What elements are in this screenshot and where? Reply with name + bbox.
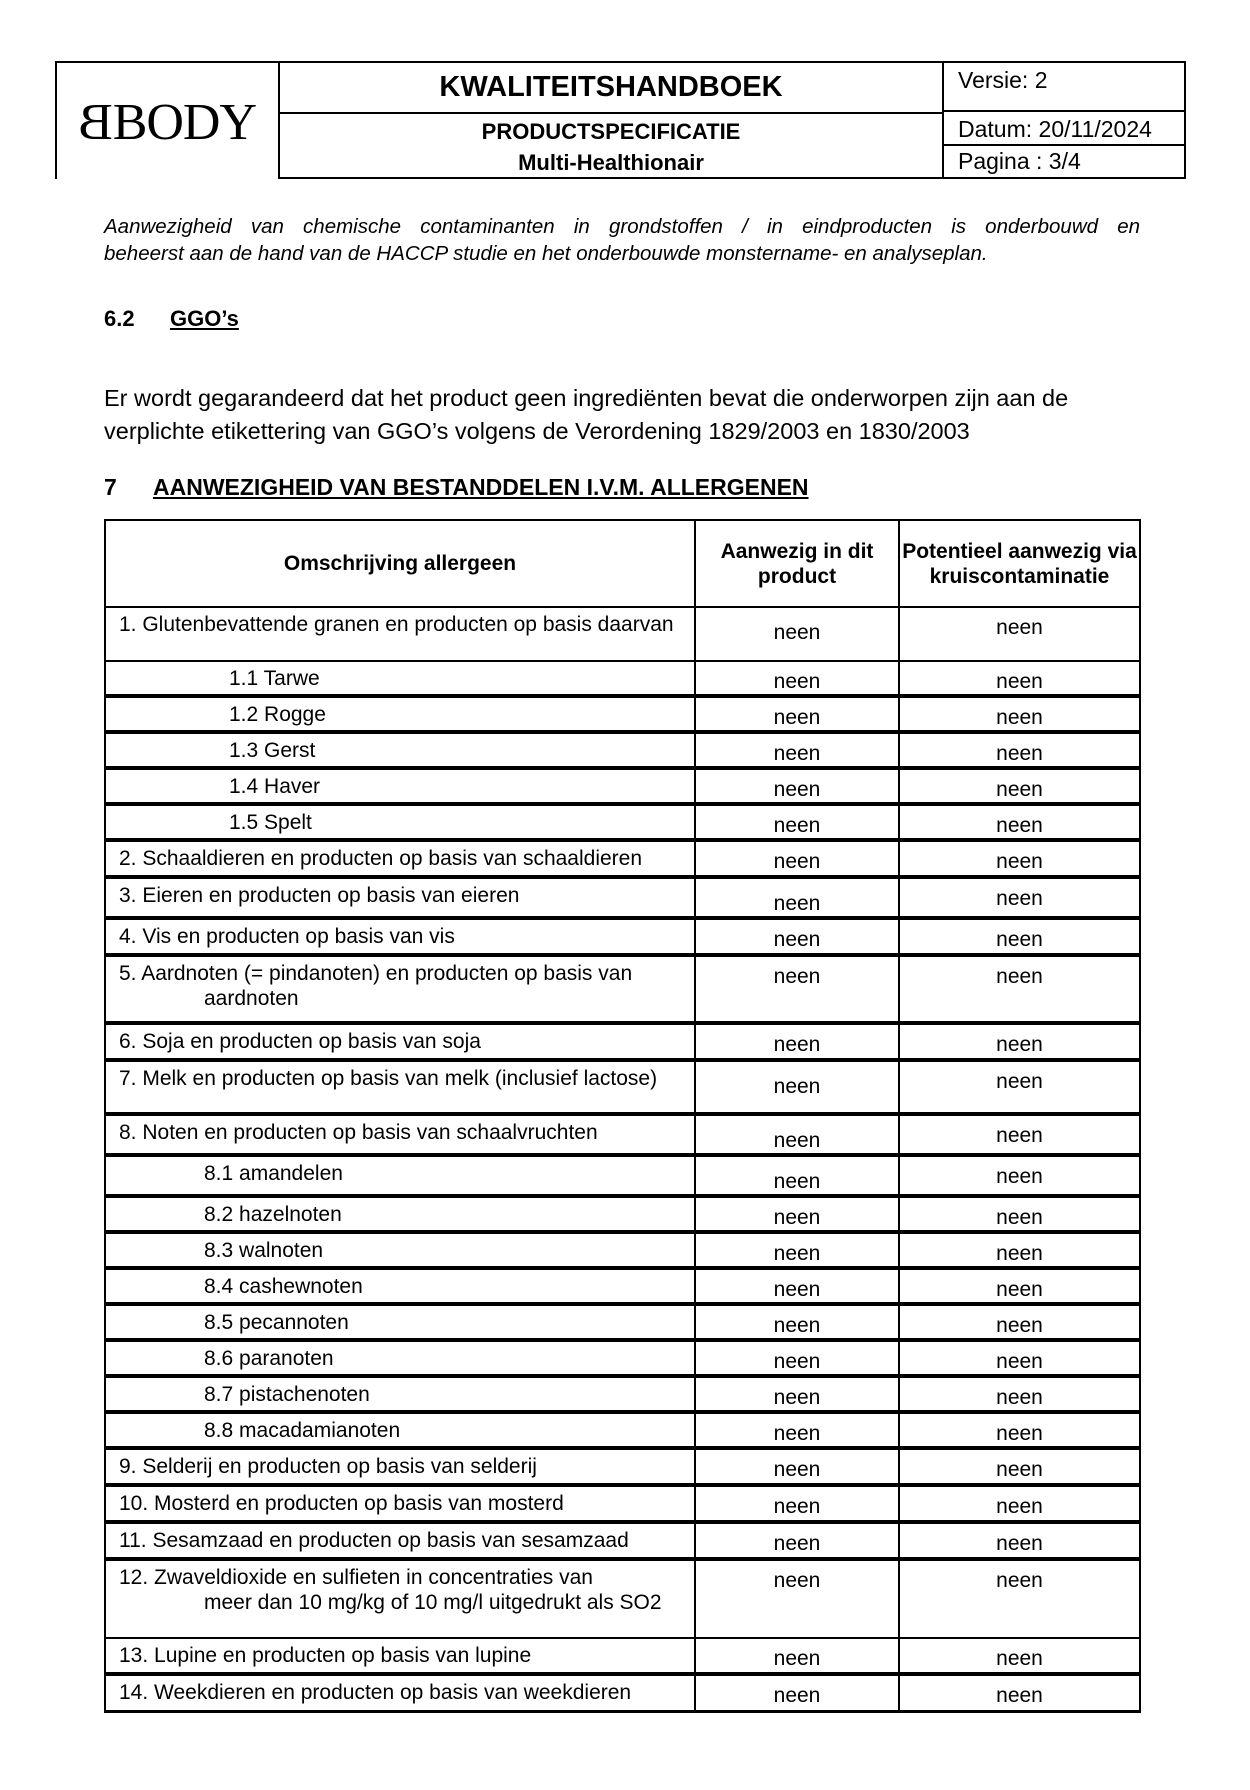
row-present: neen [695,1340,899,1376]
row-cross: neen [899,607,1140,661]
row-present: neen [695,1412,899,1448]
table-row [105,1559,1140,1638]
row-cross: neen [899,732,1140,768]
row-cross: neen [899,1060,1140,1114]
header-present: Aanwezig in dit product [695,520,899,607]
table-row [105,1485,1140,1522]
section-number: 7 [104,474,117,500]
row-description: 8.5 pecannoten [105,1304,695,1340]
table-row [105,661,1140,696]
row-present: neen [695,1060,899,1114]
row-cross: neen [899,661,1140,696]
intro-line-1: Aanwezigheid van chemische contaminanten in grondstoffen / in eindproducten is onderbouwd en [104,215,1140,238]
row-description: 1.5 Spelt [105,804,695,840]
row-cross: neen [899,696,1140,732]
table-row [105,1023,1140,1060]
table-row [105,1448,1140,1485]
row-description: 1.2 Rogge [105,696,695,732]
section-title: GGO’s [170,306,239,331]
row-description: 11. Sesamzaad en producten op basis van sesamzaad [105,1522,695,1559]
row-description: 1.3 Gerst [105,732,695,768]
row-description-line-1: 12. Zwaveldioxide en sulfieten in concentraties van [119,1566,593,1589]
row-description: 8.2 hazelnoten [105,1196,695,1232]
table-row [105,877,1140,918]
row-present: neen [695,1196,899,1232]
row-present: neen [695,1559,899,1638]
version-label: Versie: 2 [944,63,1184,112]
table-row [105,1155,1140,1196]
row-present: neen [695,1376,899,1412]
row-description: 7. Melk en producten op basis van melk (inclusief lactose) [105,1060,695,1114]
row-cross: neen [899,1376,1140,1412]
row-cross: neen [899,804,1140,840]
row-description: 10. Mosterd en producten op basis van mosterd [105,1485,695,1522]
table-row [105,1376,1140,1412]
table-row [105,607,1140,661]
row-description-line-2: meer dan 10 mg/kg of 10 mg/l uitgedrukt als SO2 [204,1591,662,1614]
table-row [105,732,1140,768]
row-description: 1.4 Haver [105,768,695,804]
row-present: neen [695,1522,899,1559]
row-description-line-1: 5. Aardnoten (= pindanoten) en producten op basis van [119,962,633,985]
manual-title: KWALITEITSHANDBOEK [280,63,942,114]
table-row [105,1060,1140,1114]
title-cell [278,61,944,179]
table-header-row [105,520,1140,607]
section-title: AANWEZIGHEID VAN BESTANDDELEN I.V.M. ALLERGENEN [153,474,809,500]
row-present: neen [695,1232,899,1268]
row-cross: neen [899,1232,1140,1268]
row-cross: neen [899,955,1140,1023]
row-present: neen [695,1485,899,1522]
row-description: 3. Eieren en producten op basis van eieren [105,877,695,918]
section-heading-6-2 [104,306,239,332]
row-cross: neen [899,1023,1140,1060]
row-cross: neen [899,877,1140,918]
logo-mirrored-b: B [79,94,113,151]
row-present: neen [695,1674,899,1711]
intro-line-2: beheerst aan de hand van de HACCP studie en het onderbouwde monstername- en analyseplan. [104,242,988,265]
row-description: 1.1 Tarwe [105,661,695,696]
row-cross: neen [899,1559,1140,1638]
row-cross: neen [899,1340,1140,1376]
table-row [105,840,1140,877]
row-description: 2. Schaaldieren en producten op basis van schaaldieren [105,840,695,877]
table-row [105,804,1140,840]
row-description: 8.4 cashewnoten [105,1268,695,1304]
table-row [105,1114,1140,1155]
logo-cell [55,61,278,179]
row-present: neen [695,768,899,804]
row-present: neen [695,804,899,840]
row-cross: neen [899,1674,1140,1711]
logo-text: BODY [112,94,257,151]
row-description: 8.1 amandelen [105,1155,695,1196]
row-description: 8.6 paranoten [105,1340,695,1376]
row-description [105,1559,695,1638]
row-present: neen [695,1268,899,1304]
row-present: neen [695,696,899,732]
table-row [105,1522,1140,1559]
row-present: neen [695,918,899,955]
table-row [105,1232,1140,1268]
allergen-table [104,519,1141,1713]
row-present: neen [695,1155,899,1196]
table-row [105,1412,1140,1448]
row-cross: neen [899,1522,1140,1559]
table-row [105,918,1140,955]
table-row [105,768,1140,804]
row-description: 4. Vis en producten op basis van vis [105,918,695,955]
row-description: 1. Glutenbevattende granen en producten op basis daarvan [105,607,695,661]
intro-paragraph [104,213,1140,267]
row-present: neen [695,1023,899,1060]
brand-logo [79,93,256,153]
row-present: neen [695,1448,899,1485]
row-present: neen [695,732,899,768]
row-present: neen [695,661,899,696]
row-description: 8. Noten en producten op basis van schaalvruchten [105,1114,695,1155]
row-cross: neen [899,1114,1140,1155]
row-present: neen [695,1304,899,1340]
spec-subtitle: PRODUCTSPECIFICATIE [481,119,741,144]
row-cross: neen [899,768,1140,804]
product-name: Multi-Healthionair [518,150,704,175]
table-row [105,1268,1140,1304]
row-cross: neen [899,1304,1140,1340]
date-label: Datum: 20/11/2024 [944,112,1184,146]
table-row [105,955,1140,1023]
table-row [105,1638,1140,1674]
table-row [105,1304,1140,1340]
row-cross: neen [899,1196,1140,1232]
row-description: 8.7 pistachenoten [105,1376,695,1412]
row-present: neen [695,607,899,661]
row-description [105,955,695,1023]
page-label: Pagina : 3/4 [958,148,1081,174]
row-present: neen [695,877,899,918]
header-description: Omschrijving allergeen [105,520,695,607]
row-present: neen [695,955,899,1023]
table-row [105,1674,1140,1711]
row-description: 14. Weekdieren en producten op basis van weekdieren [105,1674,695,1711]
row-present: neen [695,840,899,877]
section-number: 6.2 [104,306,135,331]
row-cross: neen [899,1268,1140,1304]
row-cross: neen [899,840,1140,877]
ggo-paragraph: Er wordt gegarandeerd dat het product geen ingrediënten bevat die onderworpen zijn aan de verplichte etikettering van GGO’s volgens de Verordening 1829/2003 en 1830/2003 [104,385,1069,444]
row-present: neen [695,1638,899,1674]
meta-cell [942,61,1186,179]
row-cross: neen [899,1485,1140,1522]
header-cross-contamination: Potentieel aanwezig via kruiscontaminatie [899,520,1140,607]
row-cross: neen [899,1638,1140,1674]
row-description: 13. Lupine en producten op basis van lupine [105,1638,695,1674]
table-row [105,696,1140,732]
row-present: neen [695,1114,899,1155]
section-heading-7 [104,474,809,501]
row-cross: neen [899,1448,1140,1485]
table-row [105,1196,1140,1232]
table-row [105,1340,1140,1376]
row-description: 6. Soja en producten op basis van soja [105,1023,695,1060]
row-description: 8.8 macadamianoten [105,1412,695,1448]
row-cross: neen [899,1412,1140,1448]
row-cross: neen [899,1155,1140,1196]
row-description: 9. Selderij en producten op basis van selderij [105,1448,695,1485]
row-description-line-2: aardnoten [204,987,299,1010]
row-description: 8.3 walnoten [105,1232,695,1268]
row-cross: neen [899,918,1140,955]
document-header [55,61,1186,179]
